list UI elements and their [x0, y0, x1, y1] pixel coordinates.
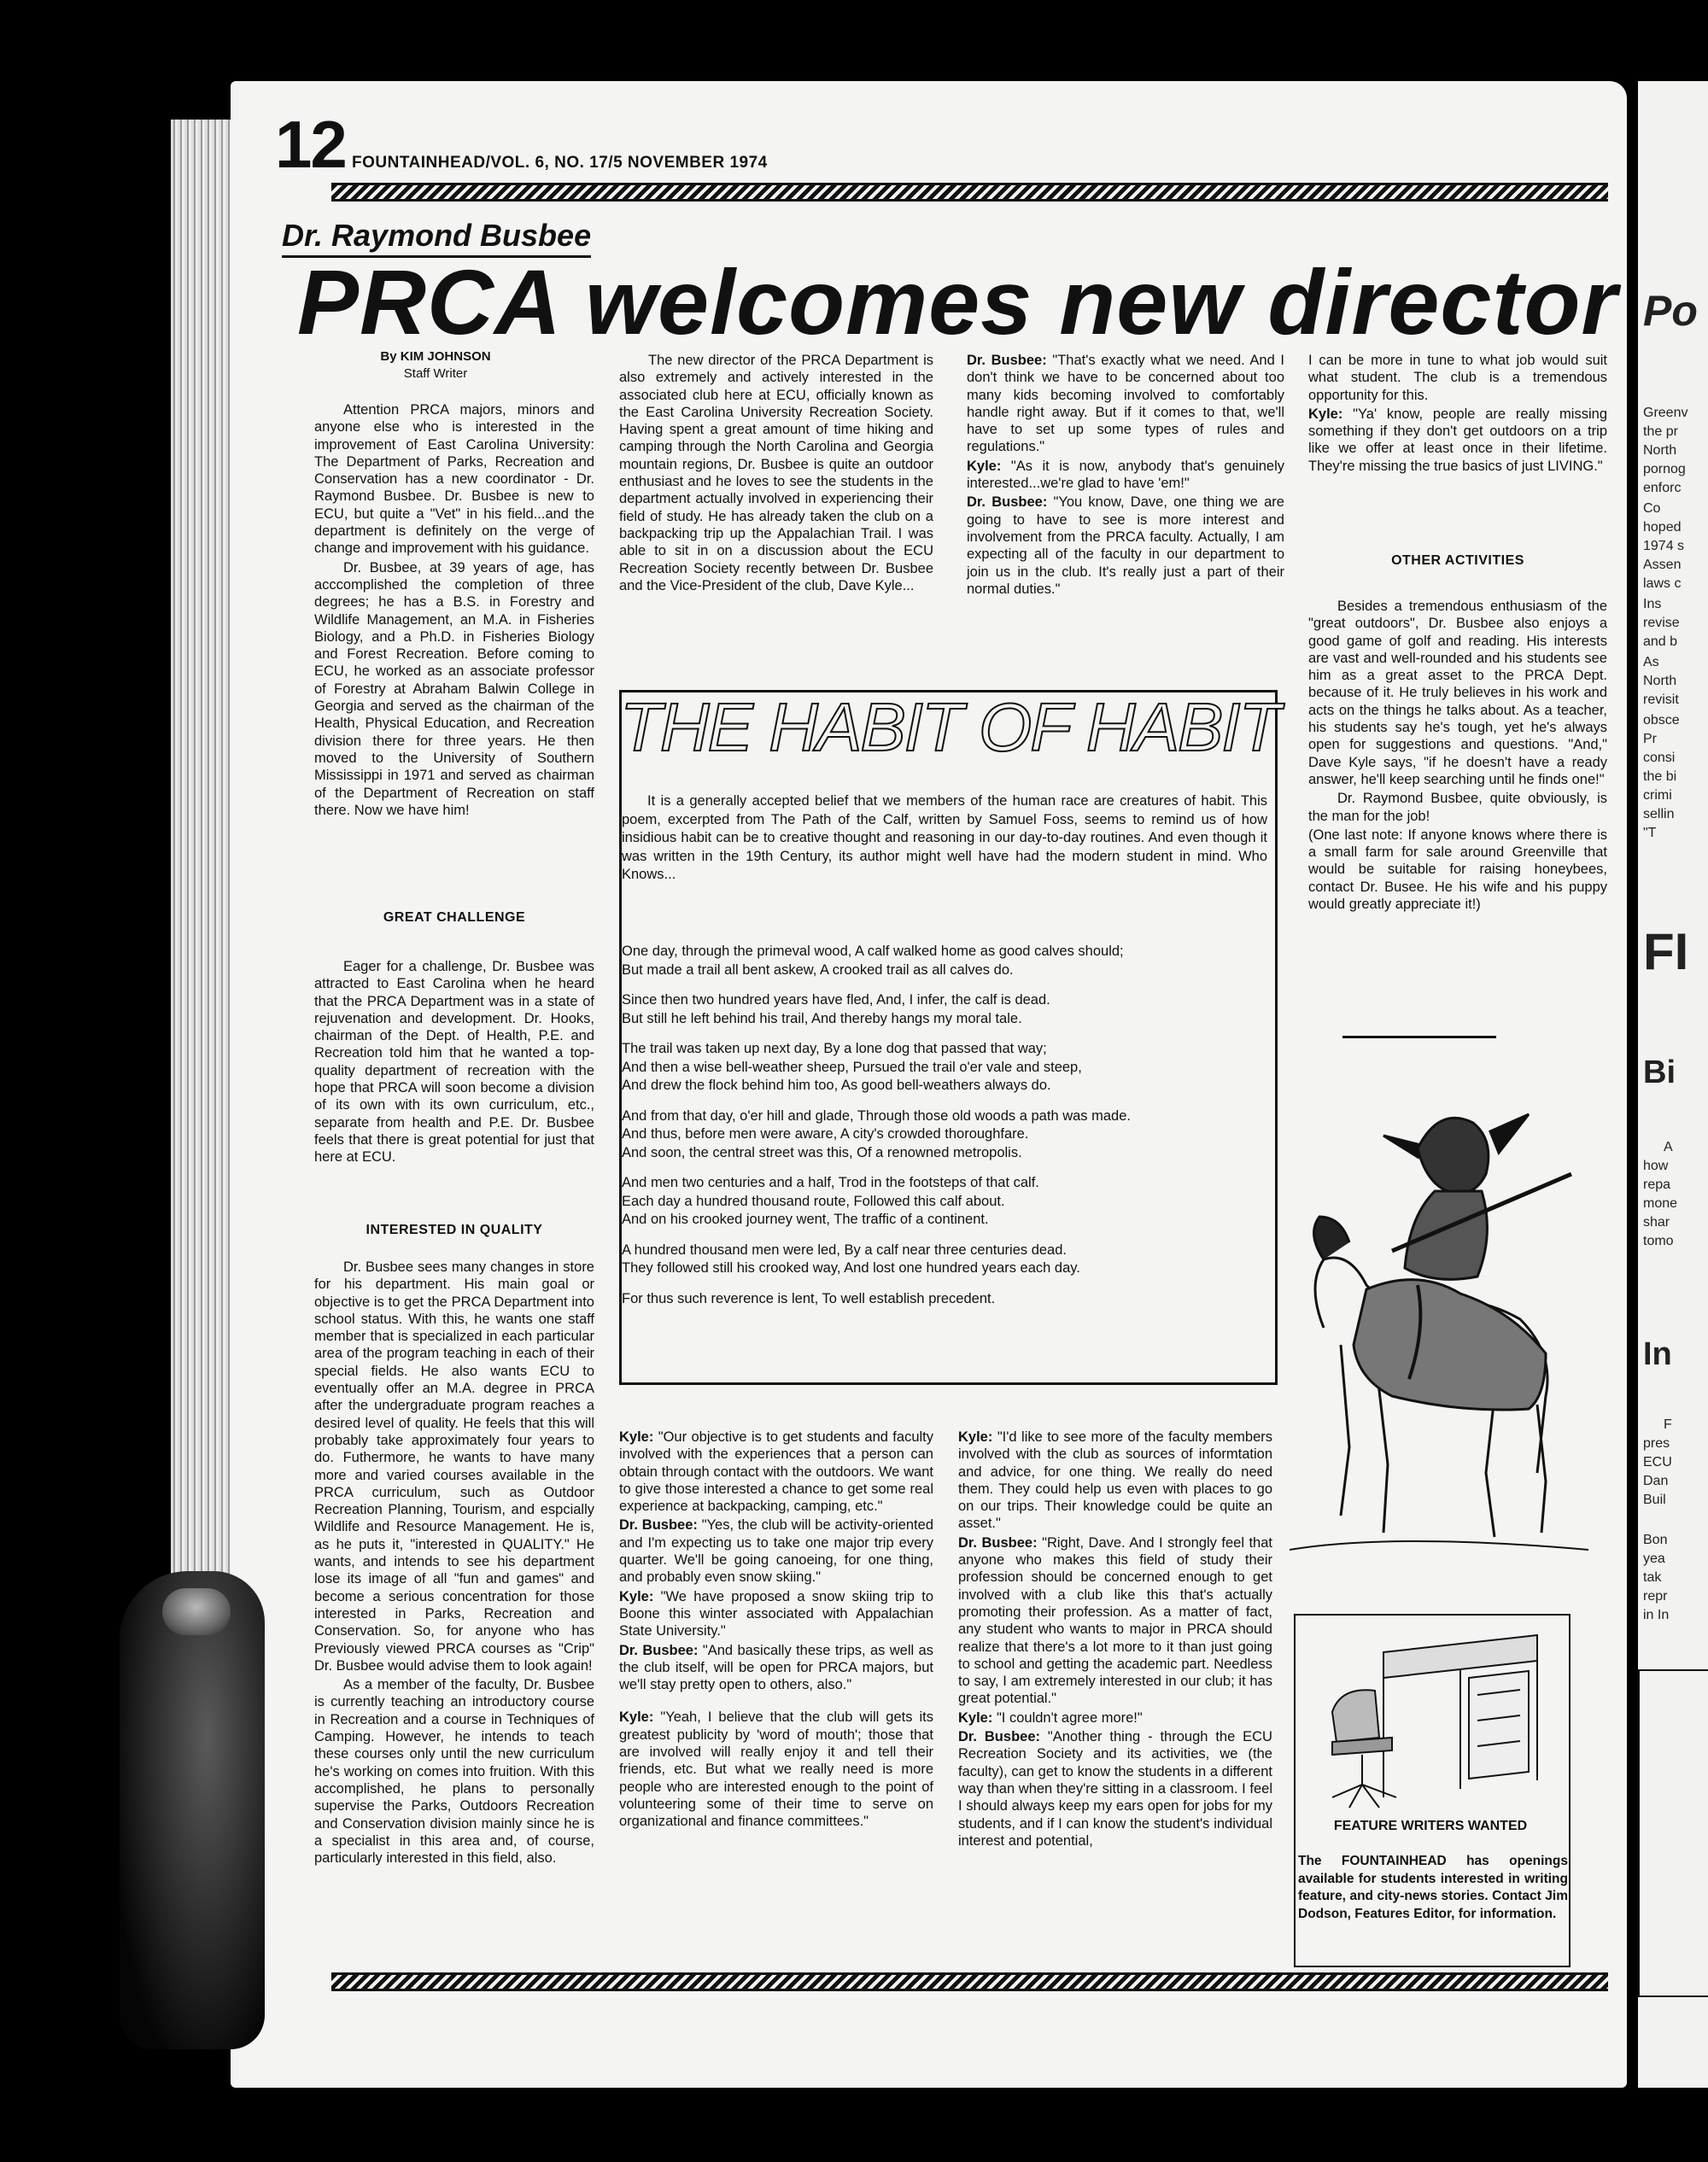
poem-line: They followed still his crooked way, And lost one hundred years each day.	[622, 1260, 1080, 1276]
paragraph: Dr. Busbee sees many changes in store for his department. His main goal or objective is to get the PRCA Department into school status. With this, he wants one staff member that is specialized in each particular area of the program teaching in each of their special fields. He also wants ECU to eventually offer an M.A. degree in PRCA after the undergraduate program reaches a desired level of quality. He feels that this will probably take approximately four years to do. Futhermore, he wants to have many more and varied courses available in the PRCA curriculum, such as Outdoor Recreation Planning, Tourism, and espcially Wildlife and Resource Management. He is, as he puts it, "interested in QUALITY." He wants, and intends to see his department lose its image of all "fun and games" and become a serious concentration for those interested in Parks, Recreation and Conservation. So, for anyone who has Previously viewed PRCA courses as "Crip" Dr. Busbee would advise them to look again!	[314, 1259, 594, 1674]
dialogue-line	[619, 1429, 933, 1515]
adjacent-text-fragment: revisit	[1643, 692, 1679, 707]
adjacent-text-fragment: tak	[1643, 1570, 1662, 1585]
paragraph: (One last note: If anyone knows where there is a small farm for sale around Greenville that would be suitable for raising honeybees, contact Dr. Busee. He his wife and his puppy would greatly appreciate it!)	[1308, 827, 1607, 913]
quote: "Another thing - through the ECU Recreation Society and its activities, we (the faculty), can get to know the students in a different way than when they're sitting in a classroom. I feel I should always keep my ears open for jobs for my students, and if I can know the student's individual interest and potential,	[958, 1729, 1272, 1849]
thumb-photo-artifact	[120, 1571, 265, 2049]
column-2-top	[619, 352, 933, 596]
horse-rider-illustration	[1290, 1072, 1588, 1567]
poem-line: A hundred thousand men were led, By a calf near three centuries dead.	[622, 1242, 1067, 1258]
speaker: Kyle:	[619, 1429, 654, 1445]
quote: I can be more in tune to what job would suit what student. The club is a tremendous opportunity for this.	[1308, 353, 1607, 403]
speaker: Dr. Busbee:	[967, 494, 1048, 511]
paragraph: Dr. Raymond Busbee, quite obviously, is the man for the job!	[1308, 791, 1607, 824]
adjacent-headline-fragment: Bi	[1643, 1055, 1676, 1090]
speaker: Dr. Busbee:	[619, 1642, 699, 1658]
quote: "That's exactly what we need. And I don't think we have to be concerned about too many kids becoming involved to comfortably handle right away. But if it comes to that, we'll have to set up some types of rules and regulations."	[967, 353, 1284, 455]
adjacent-text-fragment: A	[1664, 1140, 1673, 1154]
adjacent-text-fragment: F	[1664, 1417, 1672, 1432]
dialogue-line	[1308, 406, 1607, 475]
adjacent-text-fragment: pres	[1643, 1436, 1670, 1451]
column-4-top	[1308, 352, 1607, 476]
column-separator	[1342, 1036, 1496, 1038]
adjacent-text-fragment: Assen	[1643, 558, 1682, 572]
sidebar-title: THE HABIT OF HABIT	[620, 689, 1279, 765]
column-2-bottom	[619, 1429, 933, 1832]
dialogue-line	[619, 1588, 933, 1640]
ad-text: The FOUNTAINHEAD has openings available for students interested in writing feature, and city-news stories. Contact Jim Dodson, Features Editor, for information.	[1298, 1854, 1568, 1921]
adjacent-headline-fragment: Po	[1643, 287, 1698, 335]
poem-line: But made a trail all bent askew, A crooked trail as all calves do.	[622, 961, 1014, 978]
poem-line: Each day a hundred thousand route, Followed this calf about.	[622, 1193, 1005, 1209]
poem-line: And on his crooked journey went, The traffic of a continent.	[622, 1212, 989, 1227]
stanza	[622, 1242, 1267, 1278]
adjacent-text-fragment: repr	[1643, 1589, 1668, 1604]
adjacent-text-fragment: consi	[1643, 751, 1676, 765]
desk-chair-illustration	[1315, 1627, 1546, 1814]
poem-line: And soon, the central street was this, Of a renowned metropolis.	[622, 1144, 1022, 1160]
adjacent-text-fragment: revise	[1643, 616, 1680, 630]
adjacent-text-fragment: repa	[1643, 1177, 1671, 1192]
paragraph: Eager for a challenge, Dr. Busbee was attracted to East Carolina when he heard that the PRCA Department was in a state of rejuvenation and development. Dr. Hooks, chairman of the Dept. of Health, P.E. and Recreation told him that he wanted a top-quality department of recreation with the hope that PRCA will soon become a division of its own with its own curriculum, etc., separate from health and P.E. Dr. Busbee feels that there is great potential for just that here at ECU.	[314, 959, 594, 1166]
top-rule	[331, 183, 1608, 202]
dialogue-line	[967, 494, 1284, 598]
adjacent-text-fragment: the pr	[1643, 424, 1678, 439]
adjacent-text-fragment: shar	[1643, 1215, 1670, 1230]
dialogue-line	[958, 1728, 1272, 1849]
page-number: 12	[275, 107, 346, 182]
paragraph: Besides a tremendous enthusiasm of the "great outdoors", Dr. Busbee also enjoys a good game of golf and reading. His interests are vast and well-rounded and his students see him as a great asset to the PRCA Dept. because of it. He truly believes in his work and acts on the things he talks about. As a teacher, his students say he's tough, yet he's always open for suggestions and questions. "And," Dave Kyle says, "if he doesn't have a ready answer, he'll keep searching until he finds one!"	[1308, 599, 1607, 787]
stanza	[622, 1107, 1267, 1163]
adjacent-text-fragment: North	[1643, 443, 1677, 458]
adjacent-text-fragment: Pr	[1643, 732, 1657, 746]
adjacent-ad-box	[1638, 1669, 1708, 1997]
adjacent-text-fragment: Bon	[1643, 1533, 1668, 1547]
adjacent-text-fragment: Greenv	[1643, 406, 1688, 420]
stanza	[622, 943, 1267, 979]
quote: "And basically these trips, as well as the club itself, will be open for PRCA majors, but we'll stay pretty open to others, also."	[619, 1642, 933, 1693]
adjacent-text-fragment: enforc	[1643, 481, 1682, 495]
speaker: Dr. Busbee:	[958, 1729, 1040, 1745]
adjacent-text-fragment: yea	[1643, 1551, 1665, 1566]
adjacent-text-fragment: Ins	[1643, 597, 1662, 611]
adjacent-text-fragment: As	[1643, 655, 1659, 669]
quote: "Yes, the club will be activity-oriented and I'm expecting us to take one major trip every quarter. We'll be going canoeing, for one thing, and probably even snow skiing."	[619, 1517, 933, 1586]
dialogue-line	[967, 458, 1284, 493]
paragraph: As a member of the faculty, Dr. Busbee is currently teaching an introductory course in Recreation and a course in Techniques of Camping. However, he intends to teach these courses only until the new curriculum he's working on comes into fruition. With this accomplished, he plans to personally supervise the Parks, Outdoors Recreation and Conservation division mainly since he is a specialist in this area and, of course, particularly interested in this field, also.	[314, 1677, 594, 1867]
column-1-quality	[314, 1259, 594, 1868]
column-1-intro	[314, 401, 594, 821]
thumbnail-photo-artifact	[162, 1588, 231, 1635]
adjacent-headline-fragment: In	[1643, 1336, 1672, 1372]
speaker: Kyle:	[1308, 406, 1343, 422]
quote: "We have proposed a snow skiing trip to Boone this winter associated with Appalachian State University."	[619, 1588, 933, 1639]
quote: "As it is now, anybody that's genuinely interested...we're glad to have 'em!"	[967, 458, 1284, 492]
adjacent-text-fragment: ECU	[1643, 1455, 1672, 1470]
paragraph: Dr. Busbee, at 39 years of age, has acccomplished the completion of three degrees; he has a B.S. in Forestry and Wildlife Management, an M.A. in Fisheries Biology, and a Ph.D. in Fisheries Biology and Forest Recreation. Before coming to ECU, he worked as an associate professor of Forestry at Abraham Balwin College in Georgia and served as the chairman of the Health, Physical Education, and Recreation division there for three years. He then moved to the University of Southern Mississippi in 1971 and served as chairman of the Department of Recreation on staff there. Now we have him!	[314, 559, 594, 818]
byline	[325, 348, 547, 383]
speaker: Kyle:	[958, 1429, 993, 1445]
adjacent-text-fragment: pornog	[1643, 462, 1686, 476]
ad-title: FEATURE WRITERS WANTED	[1333, 1819, 1528, 1833]
adjacent-text-fragment: in In	[1643, 1608, 1670, 1622]
dialogue-line	[619, 1642, 933, 1694]
byline-title: Staff Writer	[403, 366, 468, 381]
dialogue-line	[619, 1709, 933, 1830]
adjacent-text-fragment: crimi	[1643, 788, 1672, 803]
adjacent-text-fragment: how	[1643, 1159, 1669, 1173]
subhead-great-challenge: GREAT CHALLENGE	[383, 910, 526, 925]
adjacent-text-fragment: laws c	[1643, 576, 1682, 591]
quote: "Ya' know, people are really missing something if they don't get outdoors on a trip like we offer at least once in their lifetime. They're missing the true basics of just LIVING."	[1308, 406, 1607, 474]
dialogue-line	[619, 1516, 933, 1586]
quote: "You know, Dave, one thing we are going to have to see is more interest and involvement from the PRCA faculty. Actually, I am expecting all of the faculty in our department to join us in the club. It's really just a part of their normal duties."	[967, 494, 1284, 597]
dialogue-line	[958, 1709, 1272, 1727]
bottom-rule	[331, 1972, 1608, 1991]
speaker: Dr. Busbee:	[619, 1517, 698, 1534]
paragraph: The new director of the PRCA Department is also extremely and actively interested in the associated club here at ECU, officially known as the East Carolina University Recreation Society. Having spent a great amount of time hiking and camping through the North Carolina and Georgia mountain regions, Dr. Busbee is quite an outdoor enthusiast and he loves to see the students in the department actually involved in experiencing their field of study. He has already taken the club on a backpacking trip up the Appalachian Trail. I was able to sit in on a discussion about the ECU Recreation Society recently between Dr. Busbee and the Vice-President of the club, Dave Kyle...	[619, 353, 933, 593]
speaker: Kyle:	[619, 1709, 654, 1726]
adjacent-text-fragment: hoped	[1643, 520, 1682, 535]
speaker: Dr. Busbee:	[967, 353, 1047, 368]
speaker: Kyle:	[619, 1588, 654, 1604]
adjacent-page	[1638, 81, 1708, 2088]
column-1-challenge	[314, 958, 594, 1168]
paragraph: Attention PRCA majors, minors and anyone else who is interested in the improvement of East Carolina University: The Department of Parks, Recreation and Conservation has a new coordinator - Dr. Raymond Busbee. Dr. Busbee is new to ECU, but quite a "Vet" in his field...and the department is definitely on the verge of change and improvement with his guidance.	[314, 402, 594, 557]
poem-line: And thus, before men were aware, A city's crowded thoroughfare.	[622, 1126, 1029, 1142]
quote: "Yeah, I believe that the club will gets its greatest publicity by 'word of mouth'; those that are involved will really enjoy it and tell their friends, etc. But what we really need is more people who are interested enough to the point of volunteering some of their time to serve on organizational and finance committees."	[619, 1709, 933, 1830]
adjacent-text-fragment: tomo	[1643, 1234, 1674, 1248]
byline-name: By KIM JOHNSON	[380, 349, 491, 364]
poem-line: And drew the flock behind him too, As good bell-weathers always do.	[622, 1078, 1051, 1093]
adjacent-text-fragment: and b	[1643, 634, 1678, 649]
folio-line: FOUNTAINHEAD/VOL. 6, NO. 17/5 NOVEMBER 1974	[352, 154, 768, 172]
speaker: Kyle:	[958, 1709, 993, 1726]
poem	[622, 943, 1267, 1308]
speaker: Kyle:	[967, 458, 1002, 474]
adjacent-text-fragment: obsce	[1643, 713, 1680, 727]
poem-line: And then a wise bell-weather sheep, Pursued the trail o'er vale and steep,	[622, 1059, 1082, 1075]
quote: "Our objective is to get students and faculty involved with the experiences that a person can obtain through contact with the outdoors. We want to give those interested a chance to get some real experience at backpacking, camping, etc."	[619, 1429, 933, 1515]
column-4-other	[1308, 598, 1607, 914]
sidebar-intro: It is a generally accepted belief that we members of the human race are creatures of habit. This poem, excerpted from The Path of the Calf, written by Samuel Foss, seems to remind us of how insidious habit can be to creative thought and reasoning in our day-to-day routines. And even though it was written in the 19th Century, its author might well have had the modern student in mind. Who Knows...	[622, 793, 1267, 882]
poem-line: And men two centuries and a half, Trod in the footsteps of that calf.	[622, 1175, 1039, 1190]
kicker: Dr. Raymond Busbee	[282, 218, 591, 258]
dialogue-line	[958, 1534, 1272, 1708]
speaker: Dr. Busbee:	[958, 1534, 1038, 1551]
headline: PRCA welcomes new director	[297, 250, 1618, 354]
adjacent-text-fragment: Co	[1643, 501, 1661, 516]
poem-line: For thus such reverence is lent, To well establish precedent.	[622, 1290, 996, 1306]
adjacent-text-fragment: "T	[1643, 826, 1657, 840]
quote: "Right, Dave. And I strongly feel that anyone who makes this field of study their profession should be concerned enough to get involved with a club like this that's actually promoting their profession. As a matter of fact, any student who wants to major in PRCA should realize that there's a lot more to it than just going to school and getting the academic part. Needless to say, I am extremely interested in our club; it has great potential."	[958, 1534, 1272, 1707]
poem-line: One day, through the primeval wood, A calf walked home as good calves should;	[622, 944, 1124, 959]
poem-line: Since then two hundred years have fled, And, I infer, the calf is dead.	[622, 992, 1050, 1008]
quote: "I couldn't agree more!"	[996, 1709, 1143, 1726]
column-3-bottom	[958, 1429, 1272, 1851]
dialogue-line	[958, 1429, 1272, 1533]
quote: "I'd like to see more of the faculty members involved with the club as sources of informtation and advice, for one thing. We really do need them. They could help us even with places to go on our trips. Their knowledge could be quite an asset."	[958, 1429, 1272, 1532]
adjacent-text-fragment: sellin	[1643, 807, 1675, 821]
stanza	[622, 1174, 1267, 1230]
adjacent-text-fragment: North	[1643, 674, 1677, 688]
poem-line: But still he left behind his trail, And thereby hangs my moral tale.	[622, 1010, 1022, 1026]
stanza	[622, 1290, 1267, 1309]
adjacent-text-fragment: mone	[1643, 1196, 1678, 1211]
column-3-top	[967, 352, 1284, 599]
stanza	[622, 991, 1267, 1028]
stanza	[622, 1040, 1267, 1096]
poem-line: And from that day, o'er hill and glade, Through those old woods a path was made.	[622, 1107, 1131, 1124]
dialogue-line	[1308, 352, 1607, 404]
poem-line: The trail was taken up next day, By a lone dog that passed that way;	[622, 1041, 1047, 1056]
adjacent-text-fragment: 1974 s	[1643, 539, 1685, 553]
dialogue-line	[967, 352, 1284, 456]
subhead-other-activities: OTHER ACTIVITIES	[1391, 553, 1524, 568]
adjacent-headline-fragment: FI	[1643, 923, 1689, 980]
adjacent-text-fragment: the bi	[1643, 769, 1677, 784]
adjacent-text-fragment: Dan	[1643, 1474, 1669, 1488]
adjacent-text-fragment: Buil	[1643, 1493, 1666, 1507]
subhead-interested-in-quality: INTERESTED IN QUALITY	[366, 1223, 543, 1237]
